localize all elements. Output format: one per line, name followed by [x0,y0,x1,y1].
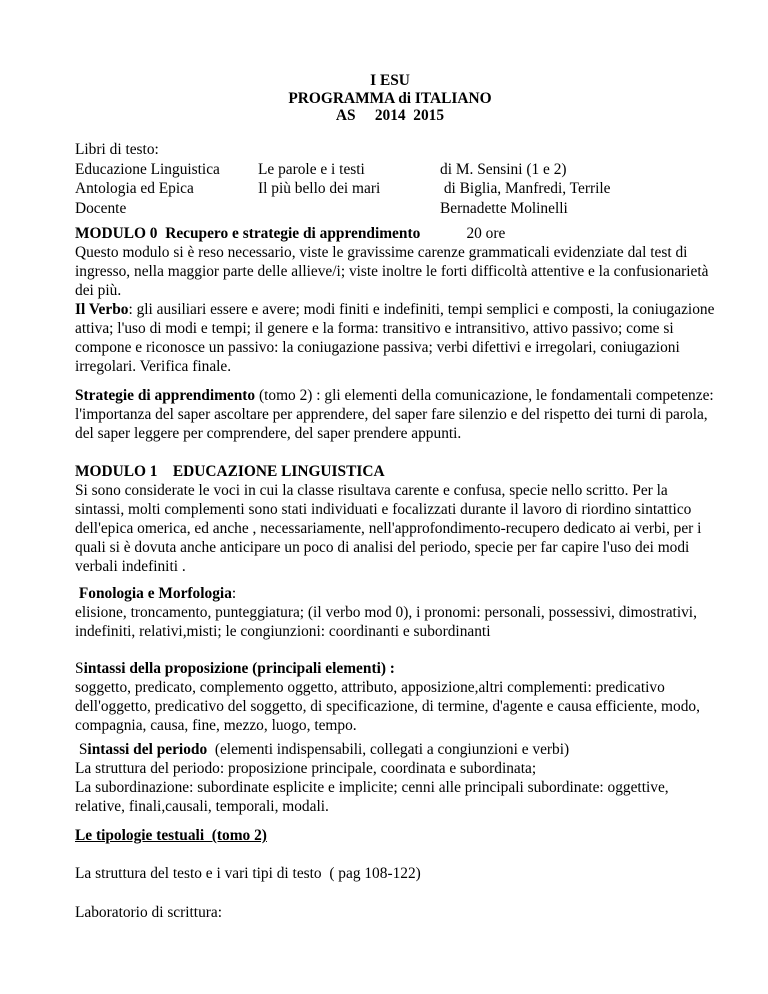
sintassi-proposizione-text: soggetto, predicato, complemento oggetto, attributo, apposizione,altri complementi: predicativo dell'oggetto, predicativo del soggetto, di specificazione, di termine, d'agente e causa efficiente, modo, compagnia, causa, fine, mezzo, luogo, tempo. [75,679,700,734]
sintassi-proposizione-section [75,659,715,735]
textbook-title: Il più bello dei mari [258,180,381,197]
sintassi-periodo-note: (elementi indispensabili, collegati a congiunzioni e verbi) [207,741,570,758]
sintassi-periodo-initial: S [75,741,88,758]
document-title [75,72,705,125]
sintassi-proposizione-heading-line [75,659,715,678]
teacher-spacer [258,199,440,219]
modulo0-heading: MODULO 0 Recupero e strategie di apprendimento [75,225,421,242]
modulo0-verbo [75,300,715,376]
fonologia-colon: : [231,585,237,602]
modulo1-intro: Si sono considerate le voci in cui la classe risultava carente e confusa, specie nello scritto. Per la sintassi, molti complementi sono stati individuati e focalizzati durante il lavoro di riordino sintattico dell'epica omerica, ed anche , necessariamente, nell'approfondimento-recupero dedicato ai verbi, per i quali si è dovuta anche anticipare un poco di analisi del periodo, specie per far capire l'uso dei modi verbali indefiniti . [75,482,702,575]
title-line-class: I ESU [370,72,410,89]
modulo0-intro: Questo modulo si è reso necessario, viste le gravissime carenze grammaticali evidenziate dal test di ingresso, nella maggior parte delle allieve/i; viste inoltre le forti difficoltà attentive e la confusionarietà dei più. [75,244,709,299]
fonologia-heading-line [75,584,715,603]
laboratorio-section [75,903,715,922]
sintassi-periodo-section [75,740,715,816]
sintassi-periodo-line2: La struttura del periodo: proposizione principale, coordinata e subordinata; [75,760,537,777]
sintassi-periodo-line3: La subordinazione: subordinate esplicite e implicite; cenni alle principali subordinate: oggettive, relative, finali,causali, temporali, modali. [75,779,669,815]
modulo0-section [75,224,715,376]
strategie-paragraph [75,386,715,443]
textbook-row [75,160,705,180]
strategie-text: (tomo 2) : gli elementi della comunicazione, le fondamentali competenze: l'importanza del saper ascoltare per apprendere, del saper fare silenzio e del rispetto dei turni di parola, del saper leggere per comprendere, del saper prendere appunti. [75,387,714,442]
struttura-section [75,864,715,883]
textbook-author: di M. Sensini (1 e 2) [440,160,567,178]
sintassi-periodo-heading-line [75,740,715,759]
textbooks-block [75,140,705,218]
textbook-title: Le parole e i testi [258,160,365,178]
textbook-subject: Antologia ed Epica [75,180,194,197]
modulo0-heading-line [75,224,715,243]
modulo0-hours: 20 ore [466,225,506,242]
textbook-subject: Educazione Linguistica [75,160,220,178]
fonologia-text: elisione, troncamento, punteggiatura; (il verbo mod 0), i pronomi: personali, possessivi, dimostrativi, indefiniti, relativi,misti; le congiunzioni: coordinanti e subordinanti [75,604,697,640]
teacher-row [75,199,705,219]
strategie-label: Strategie di apprendimento [75,387,256,404]
verbo-label: Il Verbo [75,301,129,318]
verbo-text: : gli ausiliari essere e avere; modi finiti e indefiniti, tempi semplici e composti, la coniugazione attiva; l'uso di modi e tempi; il genere e la forma: transitivo e intransitivo, attivo passivo; come si compone e riconosce un passivo: la coniugazione passiva; verbi difettivi e irregolari, coniugazioni irregolari. Verifica finale. [75,301,715,375]
tipologie-heading: Le tipologie testuali (tomo 2) [75,827,267,844]
strategie-section [75,386,715,443]
textbook-author: di Biglia, Manfredi, Terrile [440,180,611,197]
teacher-name: Bernadette Molinelli [440,199,568,217]
title-line-program: PROGRAMMA di ITALIANO [288,89,492,107]
teacher-label: Docente [75,199,127,217]
sintassi-periodo-heading: intassi del periodo [87,741,208,758]
sintassi-proposizione-heading: intassi della proposizione (principali elementi) : [83,660,395,677]
modulo1-heading: MODULO 1 EDUCAZIONE LINGUISTICA [75,463,385,480]
textbook-row [75,179,705,199]
title-line-year: AS 2014 2015 [335,107,445,124]
fonologia-section [75,584,715,641]
fonologia-label: Fonologia e Morfologia [78,585,232,602]
modulo1-section [75,462,715,576]
textbooks-heading: Libri di testo: [75,141,159,158]
struttura-line: La struttura del testo e i vari tipi di testo ( pag 108-122) [75,865,421,882]
tipologie-section [75,826,715,845]
laboratorio-line: Laboratorio di scrittura: [75,904,223,921]
sintassi-proposizione-initial: S [75,660,84,677]
